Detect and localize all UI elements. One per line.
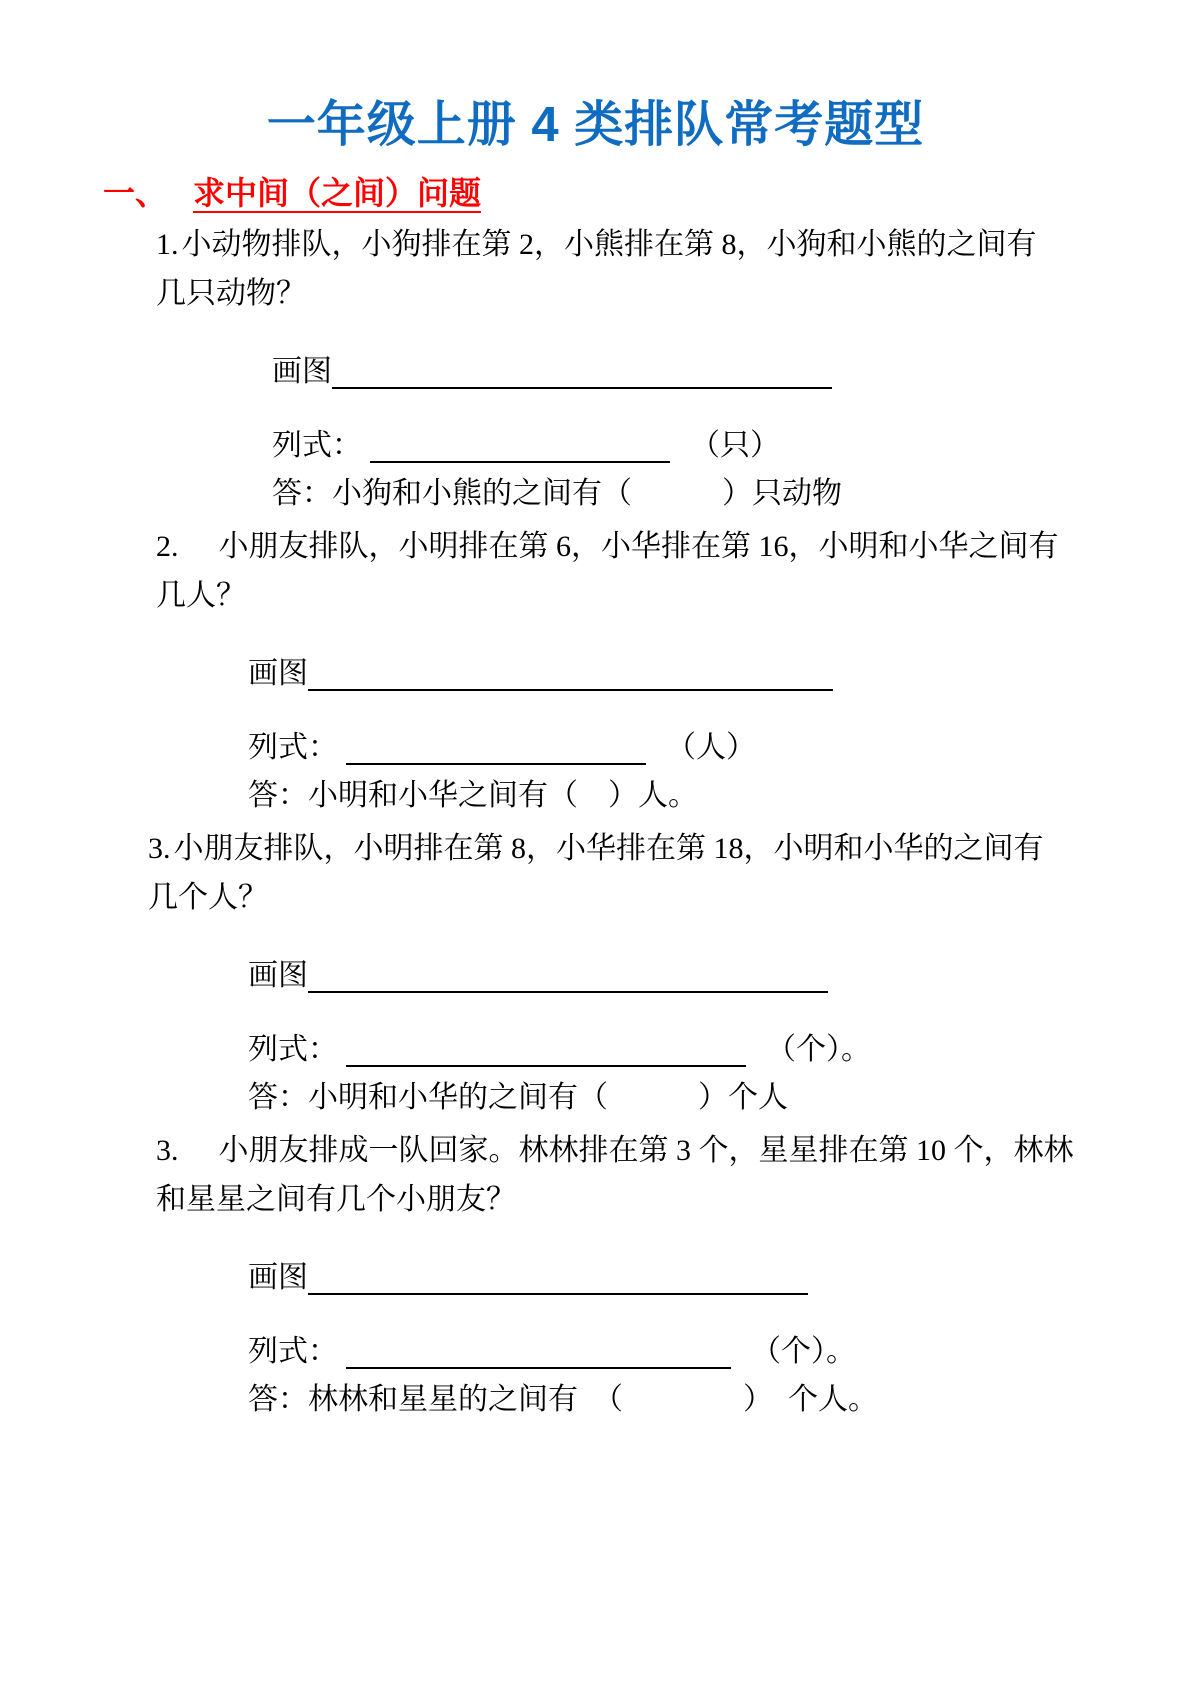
problem-2	[156, 522, 1191, 820]
problem-text: 小朋友排队，小明排在第 6，小华排在第 16，小明和小华之间有几人？	[156, 529, 1059, 612]
draw-row	[248, 952, 1191, 1000]
formula-blank-line	[370, 460, 670, 463]
answer-line: 答：小明和小华之间有（ ）人。	[248, 778, 698, 812]
problem-number: 2.	[156, 529, 179, 563]
formula-label: 列式：	[248, 1334, 338, 1368]
problem-text: 小朋友排成一队回家。林林排在第 3 个，星星排在第 10 个，林林和星星之间有几个小朋友？	[156, 1133, 1074, 1216]
page-title: 一年级上册 4 类排队常考题型	[266, 98, 925, 152]
formula-row	[248, 1328, 1191, 1376]
formula-label: 列式：	[248, 1032, 338, 1066]
draw-row	[248, 1254, 1191, 1302]
problem-text: 小动物排队，小狗排在第 2，小熊排在第 8，小狗和小熊的之间有几只动物？	[156, 227, 1037, 310]
draw-label: 画图	[272, 354, 332, 388]
draw-blank-line	[308, 990, 828, 993]
formula-unit: （人）	[666, 730, 756, 764]
formula-row	[248, 724, 1191, 772]
problem-statement	[156, 220, 1046, 318]
problem-number: 3.	[148, 831, 171, 865]
formula-unit: （只）	[690, 428, 780, 462]
problem-1	[156, 220, 1191, 518]
problem-3	[148, 824, 1191, 1122]
problem-4	[156, 1126, 1191, 1424]
answer-line: 答：小明和小华的之间有（ ）个人	[248, 1080, 788, 1114]
section-title: 求中间（之间）问题	[193, 174, 482, 211]
draw-row	[272, 348, 1191, 396]
problem-statement	[148, 824, 1053, 922]
formula-unit: （个）。	[766, 1032, 871, 1066]
problem-statement	[156, 1126, 1091, 1224]
draw-label: 画图	[248, 958, 308, 992]
draw-label: 画图	[248, 656, 308, 690]
formula-blank-line	[346, 1064, 746, 1067]
problem-text: 小朋友排队，小明排在第 8，小华排在第 18，小明和小华的之间有几个人？	[148, 831, 1044, 914]
problem-number: 3.	[156, 1133, 179, 1167]
formula-blank-line	[346, 1366, 731, 1369]
section-heading	[103, 171, 1191, 216]
draw-label: 画图	[248, 1260, 308, 1294]
answer-line: 答：小狗和小熊的之间有（ ）只动物	[272, 476, 842, 510]
formula-label: 列式：	[248, 730, 338, 764]
formula-row	[272, 422, 1191, 470]
problem-statement	[156, 522, 1076, 620]
problem-number: 1.	[156, 227, 179, 261]
formula-blank-line	[346, 762, 646, 765]
draw-blank-line	[332, 386, 832, 389]
draw-row	[248, 650, 1191, 698]
section-number: 一、	[103, 174, 168, 211]
draw-blank-line	[308, 1292, 808, 1295]
formula-label: 列式：	[272, 428, 362, 462]
draw-blank-line	[308, 688, 833, 691]
formula-row	[248, 1026, 1191, 1074]
formula-unit: （个）。	[751, 1334, 856, 1368]
answer-line: 答：林林和星星的之间有 （ ） 个人。	[248, 1382, 878, 1416]
